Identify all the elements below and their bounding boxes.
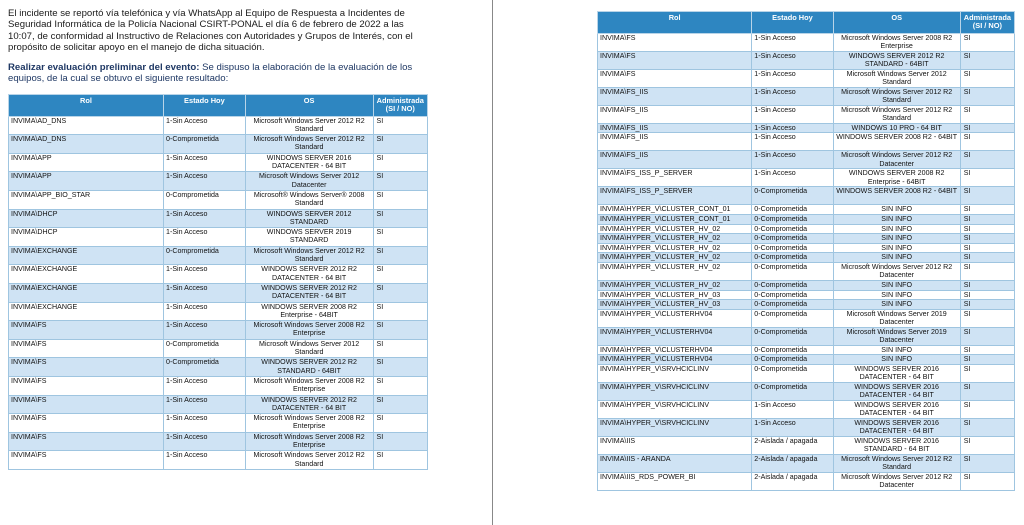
cell-admin: SI [960, 205, 1014, 215]
cell-admin: SI [960, 253, 1014, 263]
cell-admin: SI [373, 246, 428, 265]
table-row [598, 224, 1015, 234]
cell-admin: SI [960, 262, 1014, 280]
cell-rol: INVIMA\DHCP [9, 209, 164, 228]
cell-rol: INVIMA\FS_IIS [598, 105, 752, 123]
cell-admin: SI [373, 135, 428, 154]
cell-admin: SI [960, 169, 1014, 187]
cell-os: WINDOWS SERVER 2016 DATACENTER - 64 BIT [833, 382, 960, 400]
cell-estado: 1-Sin Acceso [164, 395, 246, 414]
cell-estado: 1-Sin Acceso [752, 418, 833, 436]
cell-estado: 2-Aislada / apagada [752, 472, 833, 490]
cell-admin: SI [960, 224, 1014, 234]
cell-os: WINDOWS SERVER 2016 DATACENTER - 64 BIT [833, 400, 960, 418]
table-row [598, 215, 1015, 225]
cell-os: Microsoft Windows Server 2012 R2 Standard [245, 246, 373, 265]
cell-rol: INVIMA\APP [9, 153, 164, 172]
cell-estado: 1-Sin Acceso [752, 133, 833, 151]
table-row [598, 151, 1015, 169]
cell-estado: 1-Sin Acceso [164, 283, 246, 302]
table-row [9, 358, 428, 377]
table-row [9, 209, 428, 228]
cell-admin: SI [373, 265, 428, 284]
cell-rol: INVIMA\HYPER_V\CLUSTER_HV_02 [598, 243, 752, 253]
table-row [9, 246, 428, 265]
table-row [598, 105, 1015, 123]
cell-admin: SI [960, 187, 1014, 205]
page-divider [492, 0, 493, 525]
cell-rol: INVIMA\AD_DNS [9, 116, 164, 135]
cell-estado: 0-Comprometida [164, 135, 246, 154]
cell-admin: SI [960, 215, 1014, 225]
table-row [598, 418, 1015, 436]
cell-os: Microsoft Windows Server 2012 R2 Datacenter [833, 151, 960, 169]
table-row [598, 345, 1015, 355]
table-row [9, 153, 428, 172]
table-row [598, 205, 1015, 215]
cell-os: Microsoft Windows Server 2012 R2 Standard [245, 116, 373, 135]
cell-estado: 0-Comprometida [752, 262, 833, 280]
table-row [598, 300, 1015, 310]
table-row [598, 133, 1015, 151]
cell-os: SIN INFO [833, 234, 960, 244]
table-row [598, 243, 1015, 253]
header-admin: Administrada (SI / NO) [960, 12, 1014, 34]
cell-os: WINDOWS SERVER 2008 R2 Enterprise - 64BIT [833, 169, 960, 187]
cell-rol: INVIMA\EXCHANGE [9, 246, 164, 265]
table-row [9, 376, 428, 395]
cell-admin: SI [960, 327, 1014, 345]
cell-os: WINDOWS SERVER 2012 R2 STANDARD - 64BIT [833, 51, 960, 69]
table-row [598, 253, 1015, 263]
table-row [598, 51, 1015, 69]
cell-os: SIN INFO [833, 280, 960, 290]
assets-table-right [597, 11, 1015, 491]
cell-estado: 1-Sin Acceso [752, 123, 833, 133]
cell-rol: INVIMA\FS [9, 451, 164, 470]
cell-estado: 1-Sin Acceso [752, 169, 833, 187]
cell-estado: 1-Sin Acceso [752, 151, 833, 169]
cell-rol: INVIMA\DHCP [9, 228, 164, 247]
cell-estado: 1-Sin Acceso [164, 376, 246, 395]
cell-estado: 1-Sin Acceso [164, 451, 246, 470]
table-row [598, 234, 1015, 244]
cell-admin: SI [960, 436, 1014, 454]
table-row [9, 116, 428, 135]
cell-os: WINDOWS SERVER 2019 STANDARD [245, 228, 373, 247]
cell-rol: INVIMA\FS [9, 321, 164, 340]
cell-os: Microsoft Windows Server 2012 R2 Standard [245, 135, 373, 154]
cell-admin: SI [373, 283, 428, 302]
cell-os: SIN INFO [833, 224, 960, 234]
cell-admin: SI [960, 364, 1014, 382]
cell-admin: SI [960, 69, 1014, 87]
cell-rol: INVIMA\FS [598, 69, 752, 87]
cell-admin: SI [960, 472, 1014, 490]
table-row [598, 355, 1015, 365]
cell-rol: INVIMA\HYPER_V\SRVHCICLINV [598, 418, 752, 436]
cell-estado: 1-Sin Acceso [752, 69, 833, 87]
cell-admin: SI [960, 33, 1014, 51]
cell-estado: 0-Comprometida [752, 205, 833, 215]
cell-estado: 0-Comprometida [164, 190, 246, 209]
cell-rol: INVIMA\HYPER_V\CLUSTER_HV_02 [598, 262, 752, 280]
cell-estado: 1-Sin Acceso [164, 116, 246, 135]
cell-estado: 1-Sin Acceso [164, 414, 246, 433]
table-header-row [9, 94, 428, 116]
cell-rol: INVIMA\FS [598, 33, 752, 51]
cell-admin: SI [373, 339, 428, 358]
cell-rol: INVIMA\HYPER_V\CLUSTER_HV_03 [598, 300, 752, 310]
cell-admin: SI [960, 309, 1014, 327]
cell-admin: SI [960, 280, 1014, 290]
cell-rol: INVIMA\AD_DNS [9, 135, 164, 154]
cell-estado: 0-Comprometida [752, 187, 833, 205]
cell-rol: INVIMA\HYPER_V\SRVHCICLINV [598, 364, 752, 382]
cell-admin: SI [373, 228, 428, 247]
table-row [598, 472, 1015, 490]
table-row [9, 395, 428, 414]
cell-estado: 0-Comprometida [752, 364, 833, 382]
cell-os: SIN INFO [833, 243, 960, 253]
cell-rol: INVIMA\FS [9, 395, 164, 414]
cell-estado: 0-Comprometida [164, 358, 246, 377]
cell-os: Microsoft Windows Server 2008 R2 Enterprise [833, 33, 960, 51]
cell-admin: SI [960, 105, 1014, 123]
table-row [598, 400, 1015, 418]
cell-rol: INVIMA\FS [9, 414, 164, 433]
table-row [598, 280, 1015, 290]
cell-rol: INVIMA\EXCHANGE [9, 265, 164, 284]
cell-estado: 0-Comprometida [752, 224, 833, 234]
cell-estado: 0-Comprometida [752, 234, 833, 244]
cell-os: Microsoft Windows Server 2019 Datacenter [833, 309, 960, 327]
cell-os: WINDOWS SERVER 2008 R2 - 64BIT [833, 133, 960, 151]
cell-rol: INVIMA\IIS [598, 436, 752, 454]
table-row [9, 228, 428, 247]
cell-estado: 1-Sin Acceso [164, 265, 246, 284]
cell-admin: SI [960, 418, 1014, 436]
cell-os: Microsoft Windows Server 2012 R2 Standard [833, 105, 960, 123]
table-row [598, 290, 1015, 300]
cell-estado: 0-Comprometida [752, 309, 833, 327]
cell-admin: SI [960, 355, 1014, 365]
cell-os: Microsoft Windows Server 2012 R2 Datacenter [833, 472, 960, 490]
cell-rol: INVIMA\APP_BIO_STAR [9, 190, 164, 209]
cell-estado: 1-Sin Acceso [164, 302, 246, 321]
cell-os: Microsoft Windows Server 2012 Standard [245, 339, 373, 358]
cell-admin: SI [373, 321, 428, 340]
cell-admin: SI [960, 382, 1014, 400]
evaluation-text: Se dispuso la elaboración de la evaluación de los equipos, de la cual se obtuvo el siguiente resultado: [8, 62, 413, 85]
table-row [598, 327, 1015, 345]
cell-rol: INVIMA\FS [9, 339, 164, 358]
cell-estado: 2-Aislada / apagada [752, 454, 833, 472]
cell-admin: SI [960, 243, 1014, 253]
header-admin: Administrada (SI / NO) [373, 94, 428, 116]
cell-os: Microsoft Windows Server 2008 R2 Enterprise [245, 432, 373, 451]
cell-estado: 1-Sin Acceso [164, 172, 246, 191]
cell-os: WINDOWS SERVER 2016 DATACENTER - 64 BIT [245, 153, 373, 172]
cell-admin: SI [960, 300, 1014, 310]
cell-admin: SI [960, 51, 1014, 69]
cell-os: WINDOWS SERVER 2012 STANDARD [245, 209, 373, 228]
table-row [598, 454, 1015, 472]
cell-rol: INVIMA\HYPER_V\CLUSTER_HV_02 [598, 224, 752, 234]
cell-os: WINDOWS 10 PRO - 64 BIT [833, 123, 960, 133]
cell-os: SIN INFO [833, 290, 960, 300]
cell-admin: SI [960, 133, 1014, 151]
cell-admin: SI [960, 454, 1014, 472]
cell-admin: SI [373, 451, 428, 470]
table-row [9, 283, 428, 302]
table-row [9, 432, 428, 451]
cell-estado: 0-Comprometida [752, 280, 833, 290]
cell-admin: SI [960, 345, 1014, 355]
cell-os: WINDOWS SERVER 2008 R2 Enterprise - 64BIT [245, 302, 373, 321]
cell-os: Microsoft Windows Server 2012 Standard [833, 69, 960, 87]
cell-os: SIN INFO [833, 205, 960, 215]
cell-admin: SI [373, 432, 428, 451]
cell-estado: 0-Comprometida [752, 300, 833, 310]
table-row [9, 451, 428, 470]
table-row [598, 364, 1015, 382]
cell-os: SIN INFO [833, 253, 960, 263]
cell-rol: INVIMA\HYPER_V\CLUSTERHV04 [598, 327, 752, 345]
cell-rol: INVIMA\HYPER_V\CLUSTER_HV_03 [598, 290, 752, 300]
header-rol: Rol [598, 12, 752, 34]
cell-os: WINDOWS SERVER 2008 R2 - 64BIT [833, 187, 960, 205]
cell-os: Microsoft Windows Server 2012 R2 Datacenter [833, 262, 960, 280]
cell-os: Microsoft® Windows Server® 2008 Standard [245, 190, 373, 209]
table-row [598, 262, 1015, 280]
cell-os: Microsoft Windows Server 2019 Datacenter [833, 327, 960, 345]
cell-rol: INVIMA\HYPER_V\CLUSTER_HV_02 [598, 253, 752, 263]
cell-rol: INVIMA\FS_IIS [598, 87, 752, 105]
cell-rol: INVIMA\HYPER_V\CLUSTER_HV_02 [598, 280, 752, 290]
cell-admin: SI [373, 209, 428, 228]
cell-rol: INVIMA\EXCHANGE [9, 283, 164, 302]
cell-os: WINDOWS SERVER 2012 R2 DATACENTER - 64 BIT [245, 395, 373, 414]
cell-rol: INVIMA\HYPER_V\SRVHCICLINV [598, 400, 752, 418]
table-row [9, 135, 428, 154]
evaluation-lead: Realizar evaluación preliminar del evento: [8, 62, 200, 74]
cell-estado: 1-Sin Acceso [164, 228, 246, 247]
cell-os: WINDOWS SERVER 2012 R2 DATACENTER - 64 BIT [245, 283, 373, 302]
header-rol: Rol [9, 94, 164, 116]
cell-admin: SI [960, 87, 1014, 105]
cell-estado: 1-Sin Acceso [164, 432, 246, 451]
cell-rol: INVIMA\FS_IIS [598, 123, 752, 133]
cell-admin: SI [960, 400, 1014, 418]
cell-admin: SI [373, 358, 428, 377]
cell-os: WINDOWS SERVER 2016 DATACENTER - 64 BIT [833, 364, 960, 382]
cell-rol: INVIMA\HYPER_V\CLUSTER_CONT_01 [598, 205, 752, 215]
cell-rol: INVIMA\HYPER_V\CLUSTERHV04 [598, 345, 752, 355]
cell-estado: 0-Comprometida [752, 382, 833, 400]
cell-admin: SI [960, 234, 1014, 244]
header-estado: Estado Hoy [752, 12, 833, 34]
cell-rol: INVIMA\HYPER_V\CLUSTERHV04 [598, 355, 752, 365]
cell-os: WINDOWS SERVER 2012 R2 DATACENTER - 64 BIT [245, 265, 373, 284]
cell-rol: INVIMA\FS_ISS_P_SERVER [598, 169, 752, 187]
cell-rol: INVIMA\FS [598, 51, 752, 69]
cell-estado: 0-Comprometida [752, 327, 833, 345]
cell-admin: SI [373, 116, 428, 135]
cell-os: Microsoft Windows Server 2008 R2 Enterprise [245, 414, 373, 433]
table-row [598, 382, 1015, 400]
table-row [9, 414, 428, 433]
cell-rol: INVIMA\FS [9, 376, 164, 395]
cell-estado: 0-Comprometida [752, 215, 833, 225]
assets-table-left [8, 94, 428, 470]
cell-admin: SI [373, 395, 428, 414]
cell-os: Microsoft Windows Server 2012 R2 Standard [833, 87, 960, 105]
cell-os: SIN INFO [833, 300, 960, 310]
cell-rol: INVIMA\HYPER_V\CLUSTER_CONT_01 [598, 215, 752, 225]
document-page-right [597, 11, 1015, 521]
cell-admin: SI [960, 151, 1014, 169]
cell-estado: 0-Comprometida [752, 253, 833, 263]
cell-os: Microsoft Windows Server 2008 R2 Enterprise [245, 321, 373, 340]
header-estado: Estado Hoy [164, 94, 246, 116]
cell-os: WINDOWS SERVER 2016 DATACENTER - 64 BIT [833, 418, 960, 436]
table-row [9, 339, 428, 358]
cell-rol: INVIMA\FS_IIS [598, 151, 752, 169]
cell-os: WINDOWS SERVER 2016 STANDARD - 64 BIT [833, 436, 960, 454]
cell-estado: 1-Sin Acceso [164, 321, 246, 340]
cell-estado: 0-Comprometida [164, 246, 246, 265]
cell-admin: SI [373, 172, 428, 191]
cell-estado: 0-Comprometida [752, 355, 833, 365]
cell-admin: SI [960, 123, 1014, 133]
cell-estado: 0-Comprometida [164, 339, 246, 358]
cell-rol: INVIMA\APP [9, 172, 164, 191]
cell-rol: INVIMA\HYPER_V\SRVHCICLINV [598, 382, 752, 400]
cell-os: SIN INFO [833, 345, 960, 355]
header-os: OS [245, 94, 373, 116]
table-row [9, 265, 428, 284]
cell-os: Microsoft Windows Server 2008 R2 Enterprise [245, 376, 373, 395]
cell-rol: INVIMA\HYPER_V\CLUSTER_HV_02 [598, 234, 752, 244]
table-row [9, 321, 428, 340]
cell-estado: 1-Sin Acceso [752, 105, 833, 123]
intro-paragraph: El incidente se reportó vía telefónica y vía WhatsApp al Equipo de Respuesta a Incidentes de Seguridad Informática de la Policía Nacional CSIRT-PONAL el día 6 de febrero de 2022 a las 10:07, de conformidad al Instructivo de Relaciones con Autoridades y Grupos de Interés, con el propósito de solicitar apoyo en el manejo de dicha situación. [8, 8, 413, 53]
cell-estado: 2-Aislada / apagada [752, 436, 833, 454]
cell-admin: SI [373, 153, 428, 172]
cell-admin: SI [373, 302, 428, 321]
table-row [598, 123, 1015, 133]
cell-rol: INVIMA\FS_IIS [598, 133, 752, 151]
table-row [9, 302, 428, 321]
cell-estado: 1-Sin Acceso [752, 87, 833, 105]
table-row [598, 33, 1015, 51]
table-row [598, 87, 1015, 105]
cell-estado: 0-Comprometida [752, 290, 833, 300]
cell-os: SIN INFO [833, 355, 960, 365]
cell-os: Microsoft Windows Server 2012 Datacenter [245, 172, 373, 191]
cell-rol: INVIMA\HYPER_V\CLUSTERHV04 [598, 309, 752, 327]
table-row [598, 309, 1015, 327]
table-row [9, 172, 428, 191]
cell-admin: SI [373, 376, 428, 395]
cell-rol: INVIMA\FS [9, 432, 164, 451]
cell-estado: 1-Sin Acceso [752, 51, 833, 69]
cell-rol: INVIMA\IIS - ARANDA [598, 454, 752, 472]
cell-estado: 0-Comprometida [752, 345, 833, 355]
cell-os: SIN INFO [833, 215, 960, 225]
cell-os: WINDOWS SERVER 2012 R2 STANDARD - 64BIT [245, 358, 373, 377]
assets-table-left-body [9, 116, 428, 469]
table-row [598, 69, 1015, 87]
cell-estado: 1-Sin Acceso [752, 33, 833, 51]
assets-table-right-body [598, 33, 1015, 490]
cell-rol: INVIMA\IIS_RDS_POWER_BI [598, 472, 752, 490]
cell-estado: 1-Sin Acceso [164, 209, 246, 228]
cell-os: Microsoft Windows Server 2012 R2 Standard [245, 451, 373, 470]
table-row [598, 169, 1015, 187]
cell-admin: SI [373, 190, 428, 209]
cell-os: Microsoft Windows Server 2012 R2 Standard [833, 454, 960, 472]
cell-rol: INVIMA\FS_ISS_P_SERVER [598, 187, 752, 205]
cell-rol: INVIMA\EXCHANGE [9, 302, 164, 321]
cell-estado: 1-Sin Acceso [752, 400, 833, 418]
table-row [598, 436, 1015, 454]
cell-estado: 0-Comprometida [752, 243, 833, 253]
document-page-left [8, 8, 428, 518]
table-row [598, 187, 1015, 205]
evaluation-paragraph [8, 62, 428, 85]
cell-estado: 1-Sin Acceso [164, 153, 246, 172]
cell-admin: SI [373, 414, 428, 433]
table-row [9, 190, 428, 209]
table-header-row [598, 12, 1015, 34]
cell-rol: INVIMA\FS [9, 358, 164, 377]
header-os: OS [833, 12, 960, 34]
cell-admin: SI [960, 290, 1014, 300]
